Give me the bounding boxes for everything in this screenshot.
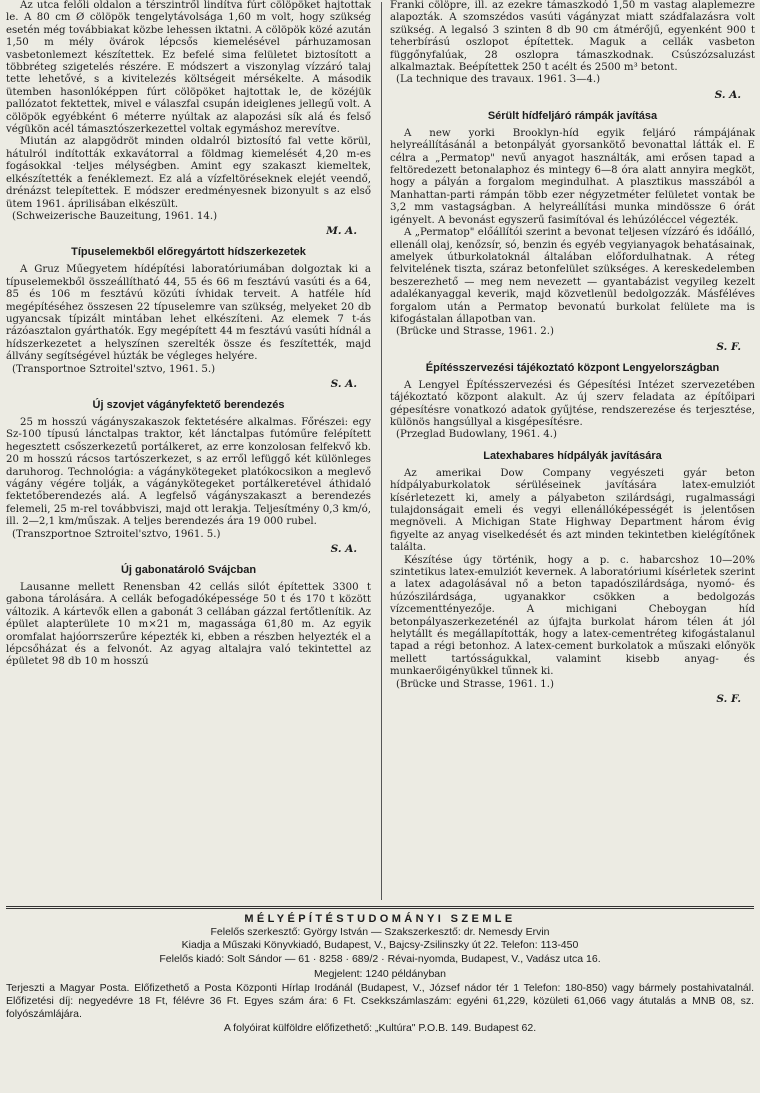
imprint	[6, 913, 754, 1035]
article-title: Új gabonatároló Svájcban	[120, 564, 257, 577]
article-paragraph: A new yorki Brooklyn-híd egyik feljáró rámpájának helyreállításánál a betonpályát gyorsankötő bevonattal látták el. E célra a „Permatop" nevű anyagot használták, ami erősen tapad a feltöredezett betonalaphoz és mintegy 6—8 óra alatt annyira megköt, hogy a pályán a forgalom megindulhat. A plasztikus masszából a Manhattan-parti rámpán több ezer négyzetméter felületet vontak be 3,2 mm vastagságban. A helyreállítási munka mindössze 6 órát igényelt. A bevonást egyszerű fasimítóval és lehúzóléccel végezték.	[390, 127, 755, 226]
article-source: (Schweizerische Bauzeitung, 1961. 14.)	[12, 210, 218, 222]
article-title: Új szovjet vágányfektető berendezés	[92, 398, 285, 411]
article-paragraph: A Lengyel Építésszervezési és Gépesítési Intézet szervezetében tájékoztató központ alakult. Az új szerv feladata az építőipari gépesítésre vonatkozó adatok gyűjtése, rendszerezése és terjesztése, különös hangsúllyal a kisgépesítésre.	[390, 379, 755, 428]
left-column	[6, 0, 371, 669]
article-source: (Transzportnoe Sztroitel'sztvo, 1961. 5.)	[12, 528, 221, 540]
publisher-line: Kiadja a Műszaki Könyvkiadó, Budapest, V., Bajcsy-Zsilinszky út 22. Telefon: 113-450	[181, 939, 579, 952]
article-paragraph: A „Permatop" előállítói szerint a bevonat teljesen vízzáró és időálló, ellenáll olaj, kenőzsír, só, benzin és egyéb vegyianyagok behatásainak, amelyek útburkolatoknál általában előfordulhatnak. A réteg felvitelének tiszta, száraz betonfelület szükséges. A kereskedelemben beszerezhető — meg nem nevezett — gyantabázist vegyileg kezelt adalékanyaggal keverik, majd közvetlenül bedolgozzák. Másféléves forgalom után a Permatop bevonatú burkolat felülete ma is kifogástalan állapotban van.	[390, 227, 755, 325]
article-paragraph: Készítése úgy történik, hogy a p. c. habarcshoz 10—20% szintetikus latex-emulziót kevernek. A laboratóriumi kísérletek szerint a latex adagolásával nő a beton tapadószilárdsága, nyomó- és húzószilárdsága, ugyanakkor csökken a bedolgozás vízcementtényezője. A michigani Cheboygan híd betonpályaszerkezeténél az újfajta burkolat három télen át jól helytállt és megállapították, hogy a latex-cementréteg kifogástalanul tapad a régi betonhoz. A latex-cement burkolatok a műszaki előnyök mellett tartósságukkal, valamint kisebb anyag- és munkaerőigényükkel tűnnek ki.	[390, 554, 755, 678]
editors-line: Felelős szerkesztő: György István — Szakszerkesztő: dr. Nemesdy Ervin	[210, 926, 550, 938]
article-source: (Brücke und Strasse, 1961. 1.)	[396, 678, 554, 690]
article-source: (La technique des travaux. 1961. 3—4.)	[396, 74, 601, 86]
author-signature: M. A.	[326, 225, 357, 238]
intro-paragraph: Az utca felőli oldalon a térszintről lindítva fúrt cölöpöket hajtottak le. A 80 cm Ø cölöpök tengelytávolsága 1,60 m volt, hogy szükség esetén még továbbiakat közbe lehessen iktatni. A cölöpök közé azután 1,50 m mély övárok lépcsős kiemelésével párhuzamosan vasbetonlemezt készítettek. Ez befelé sima felületet biztosított a többréteg szigetelés részére. E módszert a viszonylag vízzáró talaj tette lehetővé, s a kivitelezés költségeit mérsékelte. A második ütemben hasonlóképpen fúrt cölöpöket hajtottak le, de közéjük pallózatot fektettek, mivel e válaszfal csupán ideiglenes jellegű volt. A cölöpök egyébként 6 méterre nyúltak az alapozási sík alá és felső végükön acél támasztószerkezettel voltak egymáshoz merevítve.	[6, 0, 371, 136]
article-source: (Transportnoe Sztroitel'sztvo, 1961. 5.)	[12, 363, 216, 375]
intro-paragraph: Miután az alapgödröt minden oldalról biztosító fal vette körül, hátulról indították exkavátorral a földmag kiemelését 4,20 m-es fogásokkal ·teljes mélységben. Amint egy szakaszt kiemeltek, elkészítették a fenéklemezt. Ez alá a vízfeltöréseknek elejét veendő, drénázst telepítettek. E módszer eredményesnek bizonyult s az első ütem 1961. áprilisában elkészült.	[6, 136, 371, 210]
distribution-text: Terjeszti a Magyar Posta. Előfizethető a Posta Központi Hírlap Irodánál (Budapest, V., József nádor tér 1 Telefon: 180-850) vagy bármely postahivatalnál. Előfizetési díj: negyedévre 18 Ft, félévre 36 Ft. Egyes szám ára: 6 Ft. Csekkszámlaszám: egyéni 61,229, közületi 61,066 vagy átutalás a MNB 08, sz. folyószámlájára.	[6, 981, 754, 1021]
footer-rule	[6, 908, 754, 909]
article-paragraph: 25 m hosszú vágányszakaszok fektetésére alkalmas. Főrészei: egy Sz-100 típusú lánctalpas traktor, két lánctalpas futóműre felépített hegesztett csőszerkezetű portálkeret, az erre konzolosan felfekvő kb. 20 m hosszú rácsos tartószerkezet, s az erről lefüggő két különleges daruhorog. Technológia: a vágánykötegeket platókocsikon a meglevő vágány végére tolják, a vágánykötegeket portálkeretével áthidaló fektetőberendezés alá. A legfelső vágányszakaszt a berendezés felemeli, 25 m-rel továbbviszi, majd ott lerakja. Teljesítmény 0,3 km/ó, ill. 2—2,1 km/műszak. A teljes berendezés ára 19 000 rubel.	[6, 416, 371, 528]
author-signature: S. A.	[330, 543, 357, 556]
continuation-paragraph: Franki cölöpre, ill. az ezekre támaszkodó 1,50 m vastag alaplemezre alapozták. A szomszédos vasúti vágányzat miatt szádfalazásra volt szükség. A legalsó 3 szinten 8 db 90 cm átmérőjű, egyenként 900 t teherbírású oszlopot építettek. Maguk a cellák vasbeton függőnyfalúak, 28 oszlopra támaszkodnak. Csúszózsaluzást alkalmaztak. Beépítettek 250 t acélt és 2500 m³ betont.	[390, 0, 755, 74]
article-title: Latexhabares hídpályák javítására	[483, 449, 662, 462]
author-signature: S. F.	[716, 693, 741, 706]
footer-rule	[6, 906, 754, 907]
print-run-line: Megjelent: 1240 példányban	[314, 968, 446, 981]
article-title: Típuselemekből előregyártott hídszerkezetek	[71, 246, 306, 259]
article-source: (Brücke und Strasse, 1961. 2.)	[396, 326, 554, 338]
article-paragraph: Lausanne mellett Renensban 42 cellás silót építettek 3300 t gabona tárolására. A cellák befogadóképessége 50 t és 170 t között változik. A kártevők ellen a gabonát 3 cellában gázzal fertőtlenítik. Az épület alapterülete 10 m×21 m, magassága 61,80 m. Az egyik oromfalat hajóorrszerűre képezték ki, ebben a részben helyezték el a lépcsőházat és a felvonót. Az agyag altalajra való tekintettel az épületet 98 db 10 m hosszú	[6, 582, 371, 668]
right-column	[390, 0, 755, 706]
article-title: Sérült hídfeljáró rámpák javítása	[487, 109, 658, 122]
responsible-publisher-line: Felelős kiadó: Solt Sándor — 61 · 8258 · 689/2 · Révai-nyomda, Budapest, V., Vadász utca 16.	[159, 952, 601, 965]
article-paragraph: Az amerikai Dow Company vegyészeti gyár beton hídpályaburkolatok sérüléseinek javítására latex-emulziót kísérletezett ki, amely a pályabeton szilárdsági, rugalmassági tulajdonságait emeli és vegyi ellenállóképességét is jelentősen megnöveli. A Michigan State Highway Department három évig figyelte az anyag viselkedését és azt minden tekintetben kielégítőnek találta.	[390, 467, 755, 554]
article-paragraph: A Gruz Műegyetem hídépítési laboratóriumában dolgoztak ki a típuselemekből összeállítható 44, 55 és 66 m fesztávú vasúti és a 64, 85 és 106 m fesztávú közúti ívhidak terveit. A hatféle híd megépítéséhez összesen 22 típuselemre van szükség, melyeket 20 db ugyancsak típizált mintában lehet elkészíteni. Az elemek 7 t-ás rázóasztalon gyárthatók. Egy megépített 44 m fesztávú vasúti hídnál a hídszerkezetet a helyszínen szerelték össze és feszítették, majd állvány segítségével húzták be végleges helyére.	[6, 264, 371, 363]
abroad-subscription-line: A folyóirat külföldre előfizethető: „Kultúra" P.O.B. 149. Budapest 62.	[223, 1021, 537, 1034]
column-divider	[381, 2, 382, 900]
author-signature: S. F.	[716, 340, 741, 353]
article-title: Építésszervezési tájékoztató központ Lengyelországban	[425, 361, 720, 374]
masthead-title: MÉLYÉPÍTÉSTUDOMÁNYI SZEMLE	[244, 913, 516, 925]
author-signature: S. A.	[330, 377, 357, 390]
author-signature: S. A.	[714, 88, 741, 101]
article-source: (Przeglad Budowlany, 1961. 4.)	[396, 429, 557, 441]
